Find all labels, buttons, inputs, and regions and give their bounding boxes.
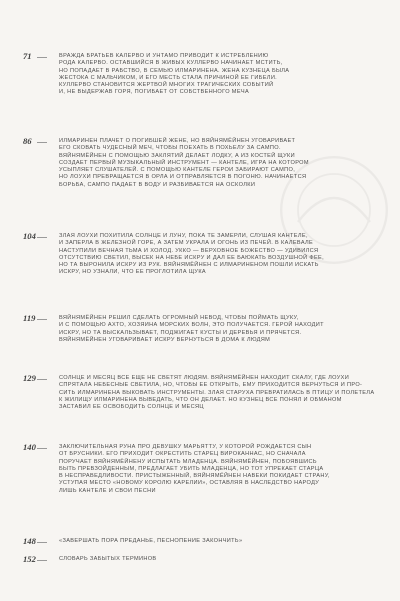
entry-line: ПОРУЧАЕТ ВЯЙНЯМЁЙНЕНУ ИСПЫТАТЬ МЛАДЕНЦА. ВЯЙНЯМЁЙНЕН, ПОБОЯВШИСЬ <box>59 458 317 465</box>
entry-line: СОЛНЦЕ И МЕСЯЦ ВСЕ ЕЩЕ НЕ СВЕТЯТ ЛЮДЯМ. ВЯЙНЯМЁЙНЕН НАХОДИТ СКАЛУ, ГДЕ ЛОУХИ <box>59 375 350 381</box>
entry-separator <box>37 542 53 543</box>
entry-line: НО ПОПАДАЕТ В РАБСТВО, В СЕМЬЮ ИЛМАРИНЕНА. ЖЕНА КУЗНЕЦА БЫЛА <box>59 67 290 74</box>
entry-line: ВЯЙНЯМЁЙНЕН РЕШИЛ СДЕЛАТЬ ОГРОМНЫЙ НЕВОД, ЧТОБЫ ПОЙМАТЬ ЩУКУ, <box>59 315 299 321</box>
entry-line: СИТЬ ИЛМАРИНЕНА ВЫКОВАТЬ ИНСТРУМЕНТЫ. ЗЛАЯ СТАРУХА ПРЕВРАТИЛАСЬ В ПТИЦУ И ПОЛЕТЕЛА <box>59 389 375 396</box>
entry-line: ОТ БРУСНИКИ. ЕГО ПРИХОДИТ ОКРЕСТИТЬ СТАРЕЦ ВИРОКАННАС, НО СНАЧАЛА <box>59 451 306 458</box>
entry-line: ИСКРУ, НО ТА ВЫСКАЛЬЗЫВАЕТ, ПОДЖИГАЕТ КУСТЫ И ДЕРЕВЬЯ И ПРЯЧЕТСЯ. <box>59 329 302 336</box>
entry-line: И С ПОМОЩЬЮ АХТО, ХОЗЯИНА МОРСКИХ ВОЛН, ЭТО ПОЛУЧАЕТСЯ. ГЕРОЙ НАХОДИТ <box>59 322 324 329</box>
entry-line: УСТУПАЯ МЕСТО «НОВОМУ КОРОЛЮ КАРЕЛИИ», ОСТАВЛЯЯ В НАСЛЕДСТВО НАРОДУ <box>59 480 320 487</box>
entry-number: 140 <box>23 442 36 452</box>
entry-separator <box>37 319 53 320</box>
entry-line: ИЛМАРИНЕН ПЛАЧЕТ О ПОГИБШЕЙ ЖЕНЕ, НО ВЯЙНЯМЁЙНЕН УГОВАРИВАЕТ <box>59 138 296 144</box>
entry-number: 86 <box>23 136 32 146</box>
entry-text <box>59 538 389 545</box>
entry-separator <box>37 237 53 238</box>
entry-separator <box>37 560 53 561</box>
entry-separator <box>37 379 53 380</box>
entry-line: И, НЕ ВЫДЕРЖАВ ГОРЯ, ПОГИБАЕТ ОТ СОБСТВЕННОГО МЕЧА <box>59 89 250 96</box>
entry-line: НАСТУПИЛИ ВЕЧНАЯ ТЬМА И ХОЛОД. УККО — ВЕРХОВНОЕ БОЖЕСТВО — УДИВИЛСЯ <box>59 247 319 254</box>
entry-number: 119 <box>23 313 36 323</box>
entry-line: КУЛЛЕРВО СТАНОВИТСЯ ЖЕРТВОЙ МНОГИХ ТРАГИЧЕСКИХ СОБЫТИЙ <box>59 82 274 89</box>
entry-line: НО ТА ВЫРОНИЛА ИСКРУ ИЗ РУК. ВЯЙНЯМЁЙНЕН С ИЛМАРИНЕНОМ ПОШЛИ ИСКАТЬ <box>59 262 319 269</box>
entry-line: К ЖИЛИЩУ ИЛМАРИНЕНА ВЫВЕДАТЬ, ЧТО ОН ДЕЛАЕТ. НО КУЗНЕЦ ВСЕ ПОНЯЛ И ОБМАНОМ <box>59 396 342 403</box>
entry-number: 71 <box>23 51 32 61</box>
entry-line: ВЯЙНЯМЁЙНЕН УГОВАРИВАЕТ ИСКРУ ВЕРНУТЬСЯ В ДОМА К ЛЮДЯМ <box>59 336 271 343</box>
entry-line: БЫТЬ ПРЕВЗОЙДЕННЫМ, ПРЕДЛАГАЕТ УБИТЬ МЛАДЕНЦА, НО ТОТ УПРЕКАЕТ СТАРЦА <box>59 465 324 472</box>
entry-line: ЗЛАЯ ЛОУХИ ПОХИТИЛА СОЛНЦЕ И ЛУНУ, ПОКА ТЕ ЗАМЕРЛИ, СЛУШАЯ КАНТЕЛЕ, <box>59 233 308 239</box>
entry-line: ЕГО СКОВАТЬ ЧУДЕСНЫЙ МЕЧ, ЧТОБЫ ПОЕХАТЬ В ПОХЬЕЛУ ЗА САМПО. <box>59 145 281 152</box>
entry-line: СОЗДАЕТ ПЕРВЫЙ МУЗЫКАЛЬНЫЙ ИНСТРУМЕНТ — КАНТЕЛЕ, ИГРА НА КОТОРОМ <box>59 159 309 166</box>
entry-line: НО ЛОУХИ ПРЕВРАЩАЕТСЯ В ОРЛА И ОТПРАВЛЯЕТСЯ В ПОГОНЮ. НАЧИНАЕТСЯ <box>59 174 307 181</box>
entry-number: 148 <box>23 536 36 546</box>
entry-line: УСЫПЛЯЕТ СЛУШАТЕЛЕЙ. С ПОМОЩЬЮ КАНТЕЛЕ ГЕРОИ ЗАБИРАЮТ САМПО, <box>59 167 296 174</box>
entry-text <box>59 375 389 411</box>
entry-line: ВЯЙНЯМЁЙНЕН С ПОМОЩЬЮ ЗАКЛЯТИЙ ДЕЛАЕТ ЛОДКУ, А ИЗ КОСТЕЙ ЩУКИ <box>59 152 295 159</box>
entry-text <box>59 53 389 97</box>
entry-line: РОДА КАЛЕРВО. ОСТАВШИЙСЯ В ЖИВЫХ КУЛЛЕРВО НАЧИНАЕТ МСТИТЬ, <box>59 60 283 67</box>
entry-line: СЛОВАРЬ ЗАБЫТЫХ ТЕРМИНОВ <box>59 556 157 562</box>
entry-text <box>59 556 389 563</box>
entry-separator <box>37 57 53 58</box>
entry-number: 129 <box>23 373 36 383</box>
entry-text <box>59 315 389 344</box>
entry-line: И ЗАПЕРЛА В ЖЕЛЕЗНОЙ ГОРЕ, А ЗАТЕМ УКРАЛА И ОГОНЬ ИЗ ПЕЧЕЙ. В КАЛЕВАЛЕ <box>59 240 314 247</box>
entry-text <box>59 444 389 495</box>
entry-number: 104 <box>23 231 36 241</box>
entry-text <box>59 233 389 277</box>
entry-number: 152 <box>23 554 36 564</box>
entry-separator <box>37 142 53 143</box>
entry-separator <box>37 448 53 449</box>
entry-line: СПРЯТАЛА НЕБЕСНЫЕ СВЕТИЛА, НО, ЧТОБЫ ЕЕ ОТКРЫТЬ, ЕМУ ПРИХОДИТСЯ ВЕРНУТЬСЯ И ПРО- <box>59 382 363 389</box>
entry-line: «ЗАВЕРШАТЬ ПОРА ПРЕДАНЬЕ, ПЕСНОПЕНИЕ ЗАКОНЧИТЬ» <box>59 538 243 544</box>
entry-line: ВРАЖДА БРАТЬЕВ КАЛЕРВО И УНТАМО ПРИВОДИТ К ИСТРЕБЛЕНИЮ <box>59 53 269 59</box>
entry-line: В НЕСПРАВЕДЛИВОСТИ. ПРИСТЫЖЕННЫЙ, ВЯЙНЯМЁЙНЕН НАВЕКИ ПОКИДАЕТ СТРАНУ, <box>59 473 330 480</box>
entry-line: ЖЕСТОКА С МАЛЬЧИКОМ, И ЕГО МЕСТЬ СТАЛА ПРИЧИНОЙ ЕЕ ГИБЕЛИ. <box>59 74 278 81</box>
entry-line: ОТСУТСТВИЮ СВЕТИЛ, ВЫСЕК НА НЕБЕ ИСКРУ И ДАЛ ЕЕ БАЮКАТЬ ВОЗДУШНОЙ ФЕЕ, <box>59 254 325 261</box>
entry-line: БОРЬБА, САМПО ПАДАЕТ В ВОДУ И РАЗБИВАЕТСЯ НА ОСКОЛКИ <box>59 181 256 188</box>
entry-line: ИСКРУ, НО УЗНАЛИ, ЧТО ЕЕ ПРОГЛОТИЛА ЩУКА <box>59 269 207 276</box>
entry-line: ЗАСТАВИЛ ЕЕ ОСВОБОДИТЬ СОЛНЦЕ И МЕСЯЦ <box>59 404 204 411</box>
entry-line: ЗАКЛЮЧИТЕЛЬНАЯ РУНА ПРО ДЕВУШКУ МАРЬЯТТУ, У КОТОРОЙ РОЖДАЕТСЯ СЫН <box>59 444 312 450</box>
entry-text <box>59 138 389 189</box>
entry-line: ЛИШЬ КАНТЕЛЕ И СВОИ ПЕСНИ <box>59 487 156 494</box>
